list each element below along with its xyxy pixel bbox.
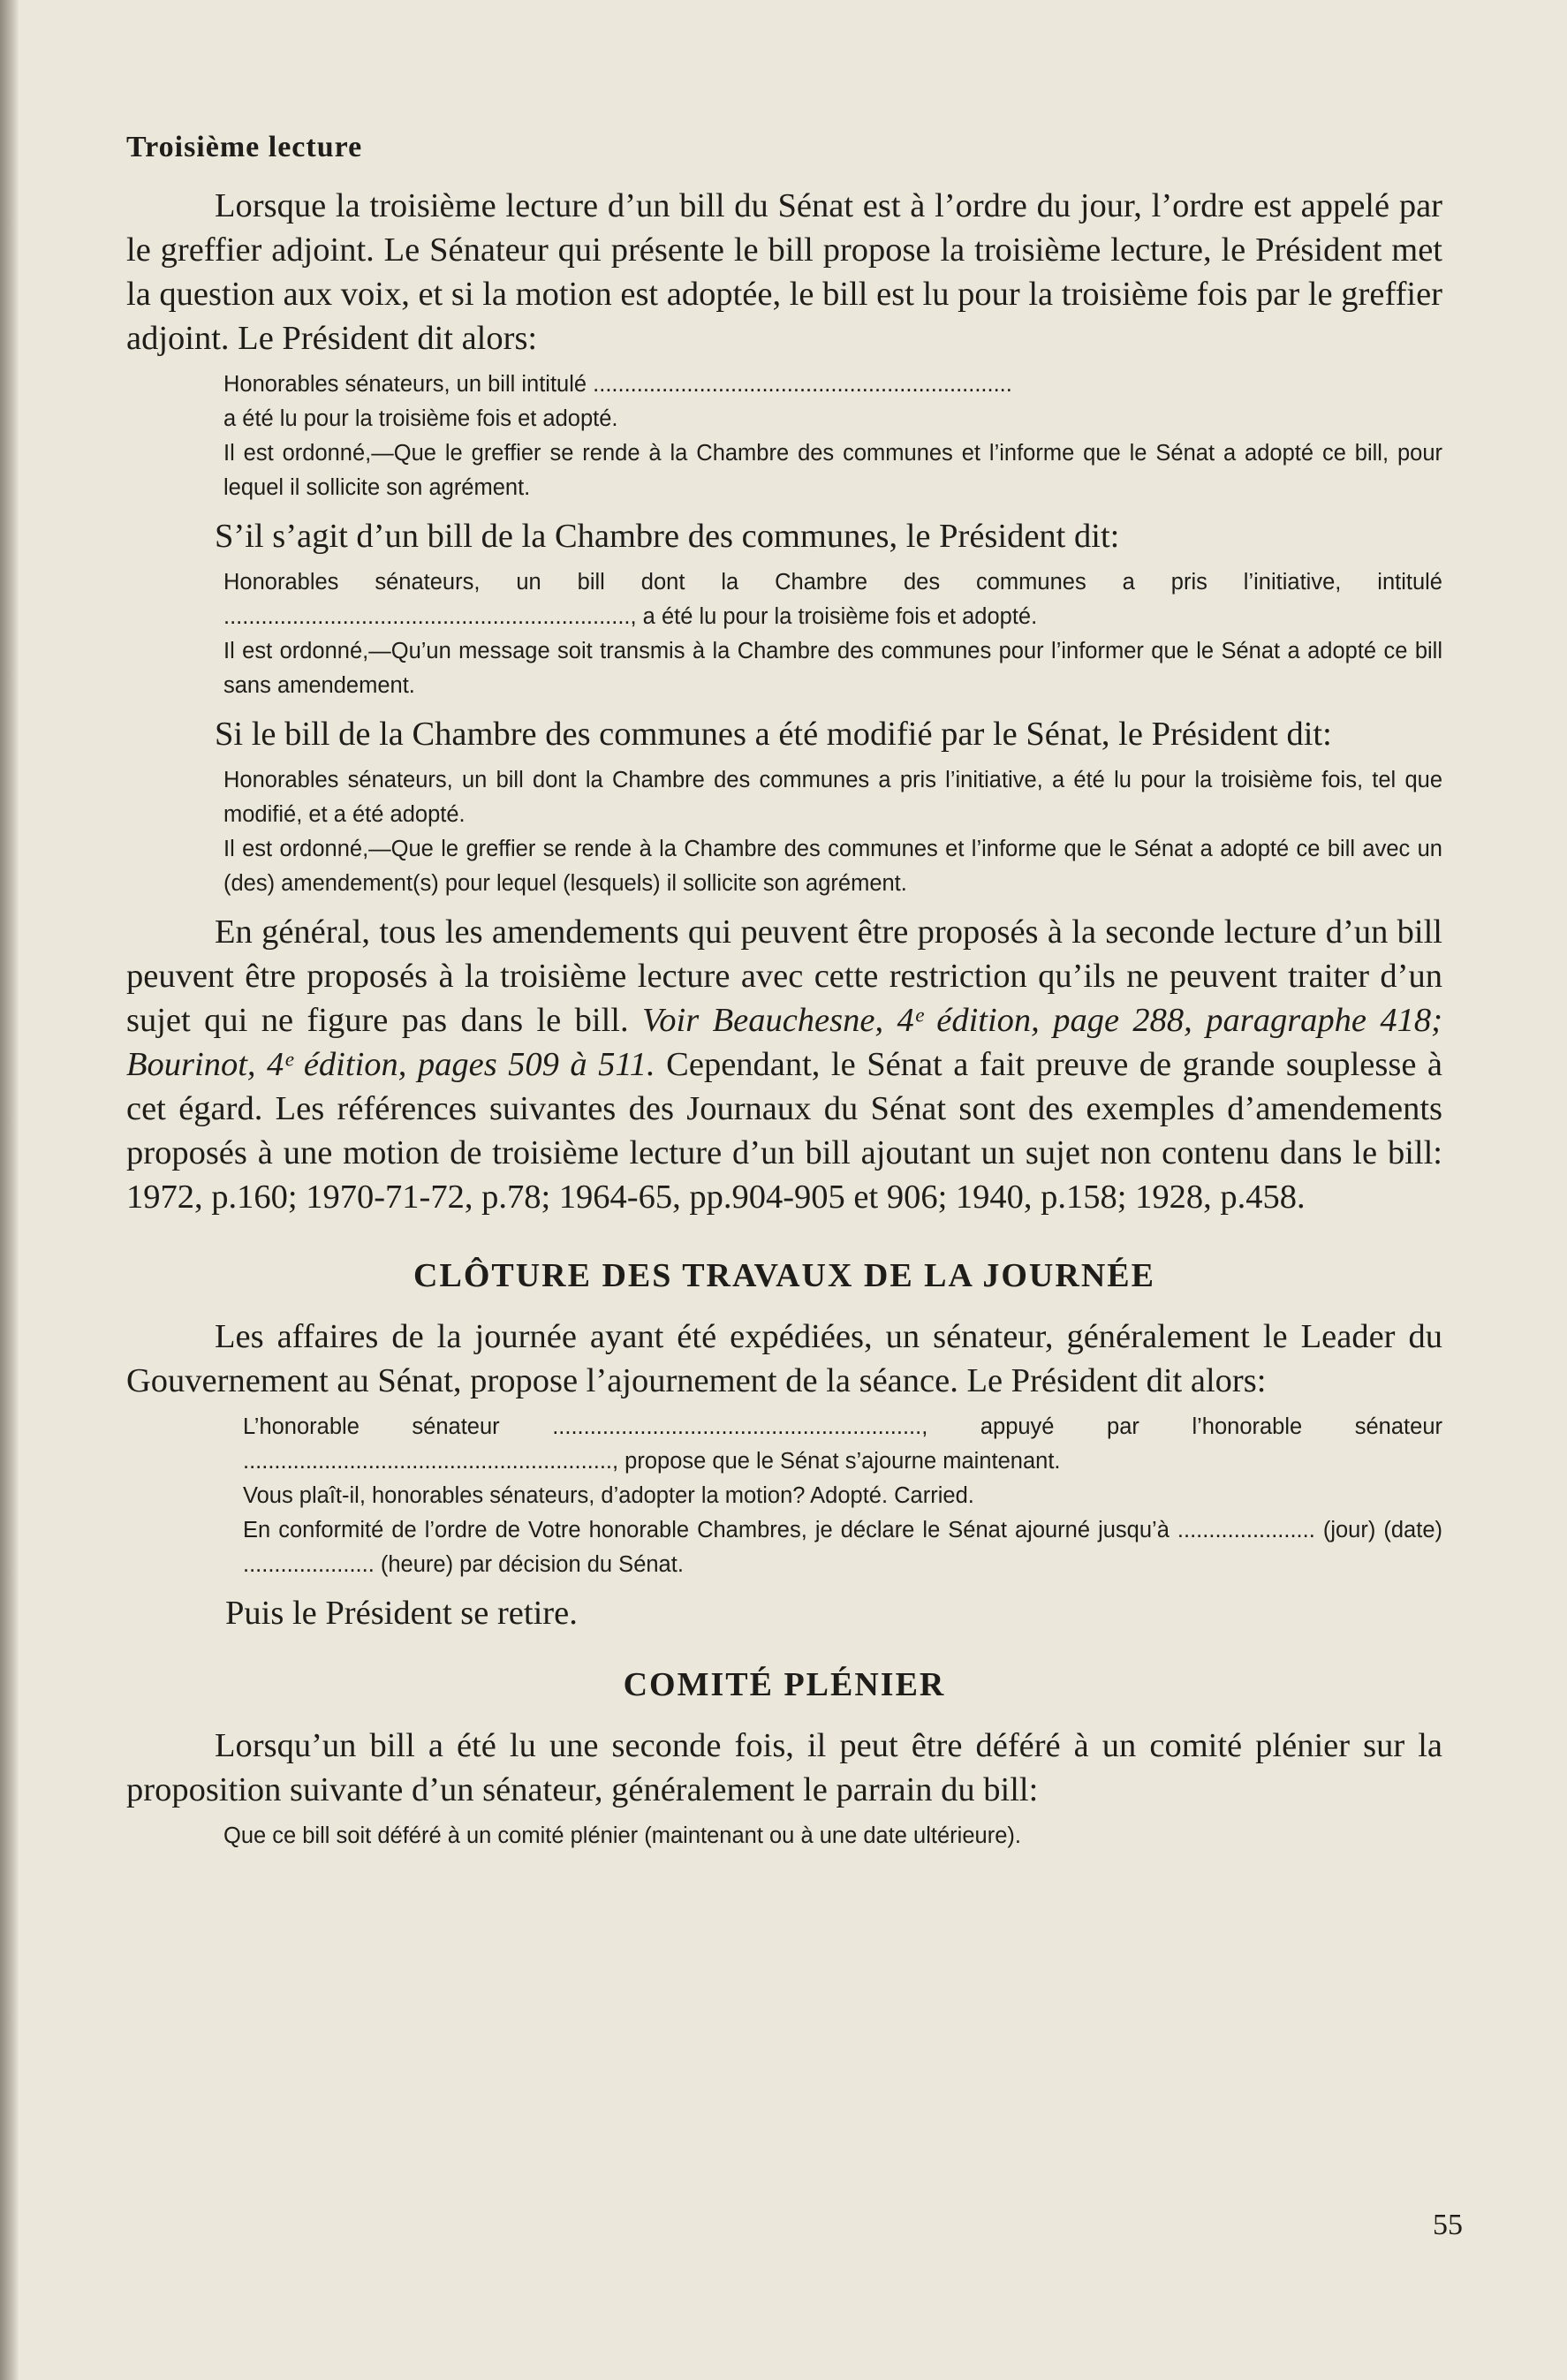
- quote-line: a été lu pour la troisième fois et adopté.: [223, 406, 618, 431]
- paragraph-modified-bill: Si le bill de la Chambre des communes a été modifié par le Sénat, le Président dit:: [215, 716, 1332, 753]
- heading-troisieme-lecture: Troisième lecture: [126, 131, 363, 163]
- paragraph-cloture-intro: Les affaires de la journée ayant été expédiées, un sénateur, généralement le Leader du Gouvernement au Sénat, propose l’ajournement de la séance. Le Président dit alors:: [126, 1318, 1442, 1399]
- quote-line: L’honorable sénateur ..........................................................., appuyé par l’honorable sénateur ..........................................................., propose que le Sénat s’ajourne maintenant.: [243, 1414, 1442, 1474]
- quote-line: Honorables sénateurs, un bill dont la Chambre des communes a pris l’initiative, intitulé ................................................................., a été lu pour la troisième fois et adopté.: [223, 570, 1442, 629]
- quote-senate-bill: [223, 368, 1442, 505]
- quote-line: Honorables sénateurs, un bill dont la Chambre des communes a pris l’initiative, a été lu pour la troisième fois, tel que modifié, et a été adopté.: [223, 768, 1442, 827]
- paragraph-comite-intro: Lorsqu’un bill a été lu une seconde fois, il peut être déféré à un comité plénier sur la proposition suivante d’un sénateur, généralement le parrain du bill:: [126, 1727, 1442, 1808]
- quote-adjournment: [243, 1410, 1442, 1582]
- heading-cloture: CLÔTURE DES TRAVAUX DE LA JOURNÉE: [413, 1257, 1155, 1294]
- quote-commons-bill: [223, 565, 1442, 703]
- paragraph-president-retires: Puis le Président se retire.: [225, 1595, 578, 1632]
- quote-line: Il est ordonné,—Qu’un message soit transmis à la Chambre des communes pour l’informer que le Sénat a adopté ce bill sans amendement.: [223, 639, 1442, 698]
- page-content: [126, 131, 1442, 1862]
- paragraph-commons-bill: S’il s’agit d’un bill de la Chambre des communes, le Président dit:: [215, 518, 1120, 555]
- amendments-reference: Voir Beauchesne, 4ᵉ édition, page 288, paragraphe 418; Bourinot, 4ᵉ édition, pages 509 à 511.: [126, 1002, 1442, 1083]
- amendments-text-start: En général, tous les amendements qui peuvent être proposés à la seconde lecture d’un bill peuvent être proposés à la troisième lecture avec cette restriction qu’ils ne peuvent traiter d’un sujet qui ne figure pas dans le bill.: [126, 913, 1442, 1039]
- quote-committee-referral: Que ce bill soit déféré à un comité plénier (maintenant ou à une date ultérieure).: [223, 1823, 1021, 1848]
- quote-line: Il est ordonné,—Que le greffier se rende à la Chambre des communes et l’informe que le Sénat a adopté ce bill, pour lequel il sollicite son agrément.: [223, 441, 1442, 500]
- quote-line: En conformité de l’ordre de Votre honorable Chambres, je déclare le Sénat ajourné jusqu’à ...................... (jour) (date) ..................... (heure) par décision du Sénat.: [243, 1518, 1442, 1577]
- amendments-text-end: Cependant, le Sénat a fait preuve de grande souplesse à cet égard. Les références suivantes des Journaux du Sénat sont des exemples d’amendements proposés à une motion de troisième lecture d’un bill ajoutant un sujet non contenu dans le bill: 1972, p.160; 1970-71-72, p.78; 1964-65, pp.904-905 et 906; 1940, p.158; 1928, p.458.: [126, 1046, 1443, 1216]
- paragraph-troisieme-intro: Lorsque la troisième lecture d’un bill du Sénat est à l’ordre du jour, l’ordre est appelé par le greffier adjoint. Le Sénateur qui présente le bill propose la troisième lecture, le Président met la question aux voix, et si la motion est adoptée, le bill est lu pour la troisième fois par le greffier adjoint. Le Président dit alors:: [126, 187, 1442, 357]
- quote-line: Vous plaît-il, honorables sénateurs, d’adopter la motion? Adopté. Carried.: [243, 1483, 974, 1508]
- page-number: 55: [1433, 2209, 1463, 2241]
- paragraph-amendments: [126, 910, 1442, 1219]
- heading-comite-plenier: COMITÉ PLÉNIER: [623, 1666, 946, 1703]
- quote-line: Il est ordonné,—Que le greffier se rende à la Chambre des communes et l’informe que le Sénat a adopté ce bill avec un (des) amendement(s) pour lequel (lesquels) il sollicite son agrément.: [223, 837, 1442, 896]
- quote-line: Honorables sénateurs, un bill intitulé ...................................................................: [223, 372, 1012, 397]
- quote-modified-bill: [223, 763, 1442, 901]
